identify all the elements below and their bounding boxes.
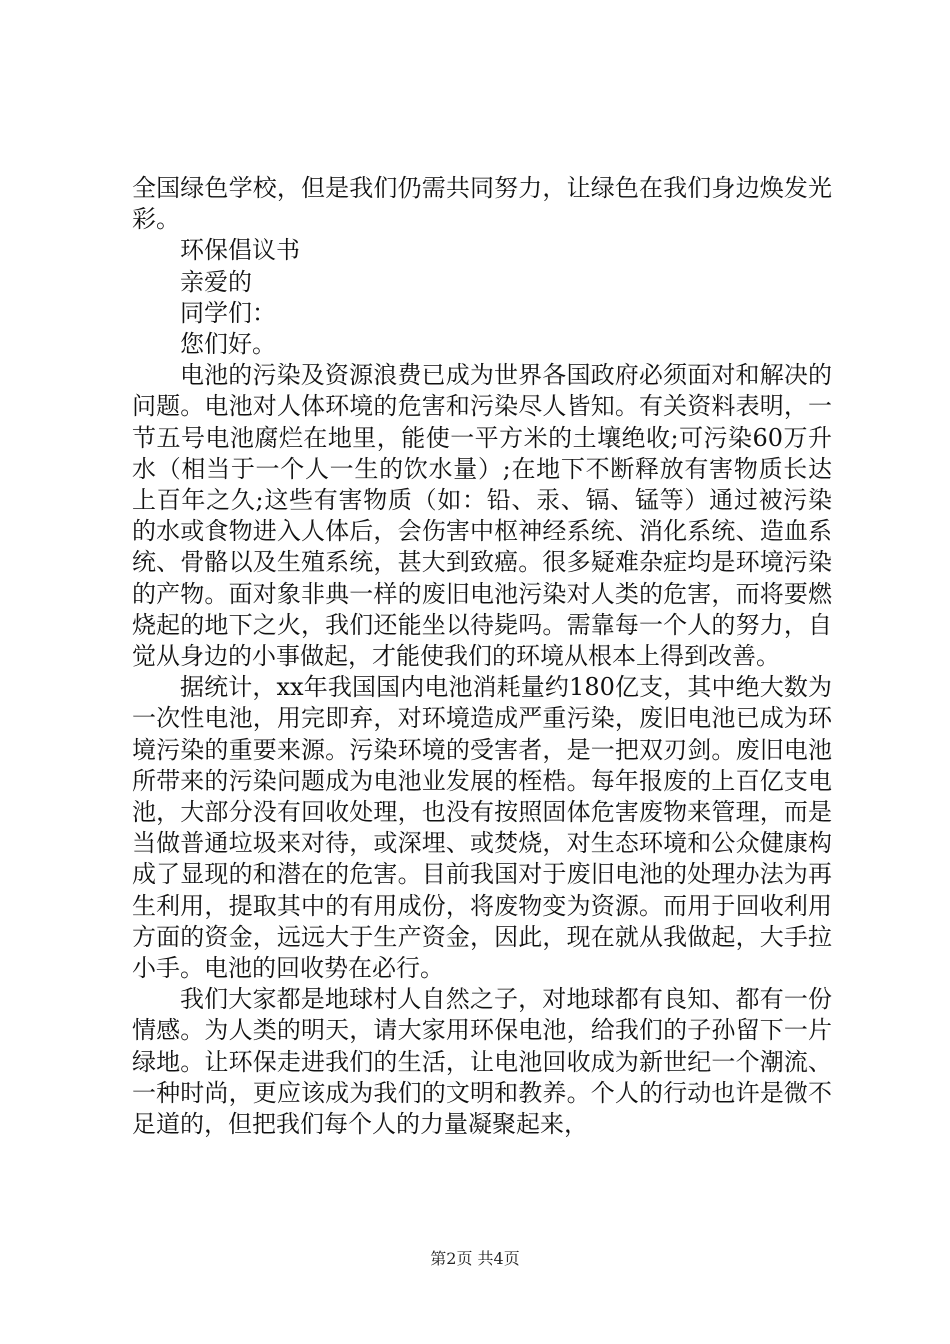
page-number-label: 第2页 共4页	[430, 1249, 520, 1268]
document-body	[132, 173, 832, 1140]
paragraph-pollution: 电池的污染及资源浪费已成为世界各国政府必须面对和解决的问题。电池对人体环境的危害和污染尽人皆知。有关资料表明，一节五号电池腐烂在地里，能使一平方米的土壤绝收;可污染60万升水（相当于一个人一生的饮水量）;在地下不断释放有害物质长达上百年之久;这些有害物质（如：铅、汞、镉、锰等）通过被污染的水或食物进入人体后，会伤害中枢神经系统、消化系统、造血系统、骨骼以及生殖系统，甚大到致癌。很多疑难杂症均是环境污染的产物。面对象非典一样的废旧电池污染对人类的危害，而将要燃烧起的地下之火，我们还能坐以待毙吗。需靠每一个人的努力，自觉从身边的小事做起，才能使我们的环境从根本上得到改善。	[132, 361, 832, 671]
lead-paragraph: 全国绿色学校，但是我们仍需共同努力，让绿色在我们身边焕发光彩。	[132, 174, 832, 234]
greeting-line: 您们好。	[180, 330, 276, 359]
salutation-line-1: 亲爱的	[180, 267, 252, 296]
page-footer	[0, 1246, 950, 1269]
paragraph-appeal: 我们大家都是地球村人自然之子，对地球都有良知、都有一份情感。为人类的明天，请大家用环保电池，给我们的子孙留下一片绿地。让环保走进我们的生活，让电池回收成为新世纪一个潮流、一种时尚，更应该成为我们的文明和教养。个人的行动也许是微不足道的，但把我们每个人的力量凝聚起来，	[132, 985, 832, 1139]
document-heading: 环保倡议书	[180, 236, 300, 265]
salutation-line-2: 同学们：	[180, 298, 276, 327]
paragraph-statistics: 据统计，xx年我国国内电池消耗量约180亿支，其中绝大数为一次性电池，用完即弃，对环境造成严重污染，废旧电池已成为环境污染的重要来源。污染环境的受害者，是一把双刃剑。废旧电池所带来的污染问题成为电池业发展的桎梏。每年报废的上百亿支电池，大部分没有回收处理，也没有按照固体危害废物来管理，而是当做普通垃圾来对待，或深埋、或焚烧，对生态环境和公众健康构成了显现的和潜在的危害。目前我国对于废旧电池的处理办法为再生利用，提取其中的有用成份，将废物变为资源。而用于回收利用方面的资金，远远大于生产资金，因此，现在就从我做起，大手拉小手。电池的回收势在必行。	[132, 673, 832, 983]
